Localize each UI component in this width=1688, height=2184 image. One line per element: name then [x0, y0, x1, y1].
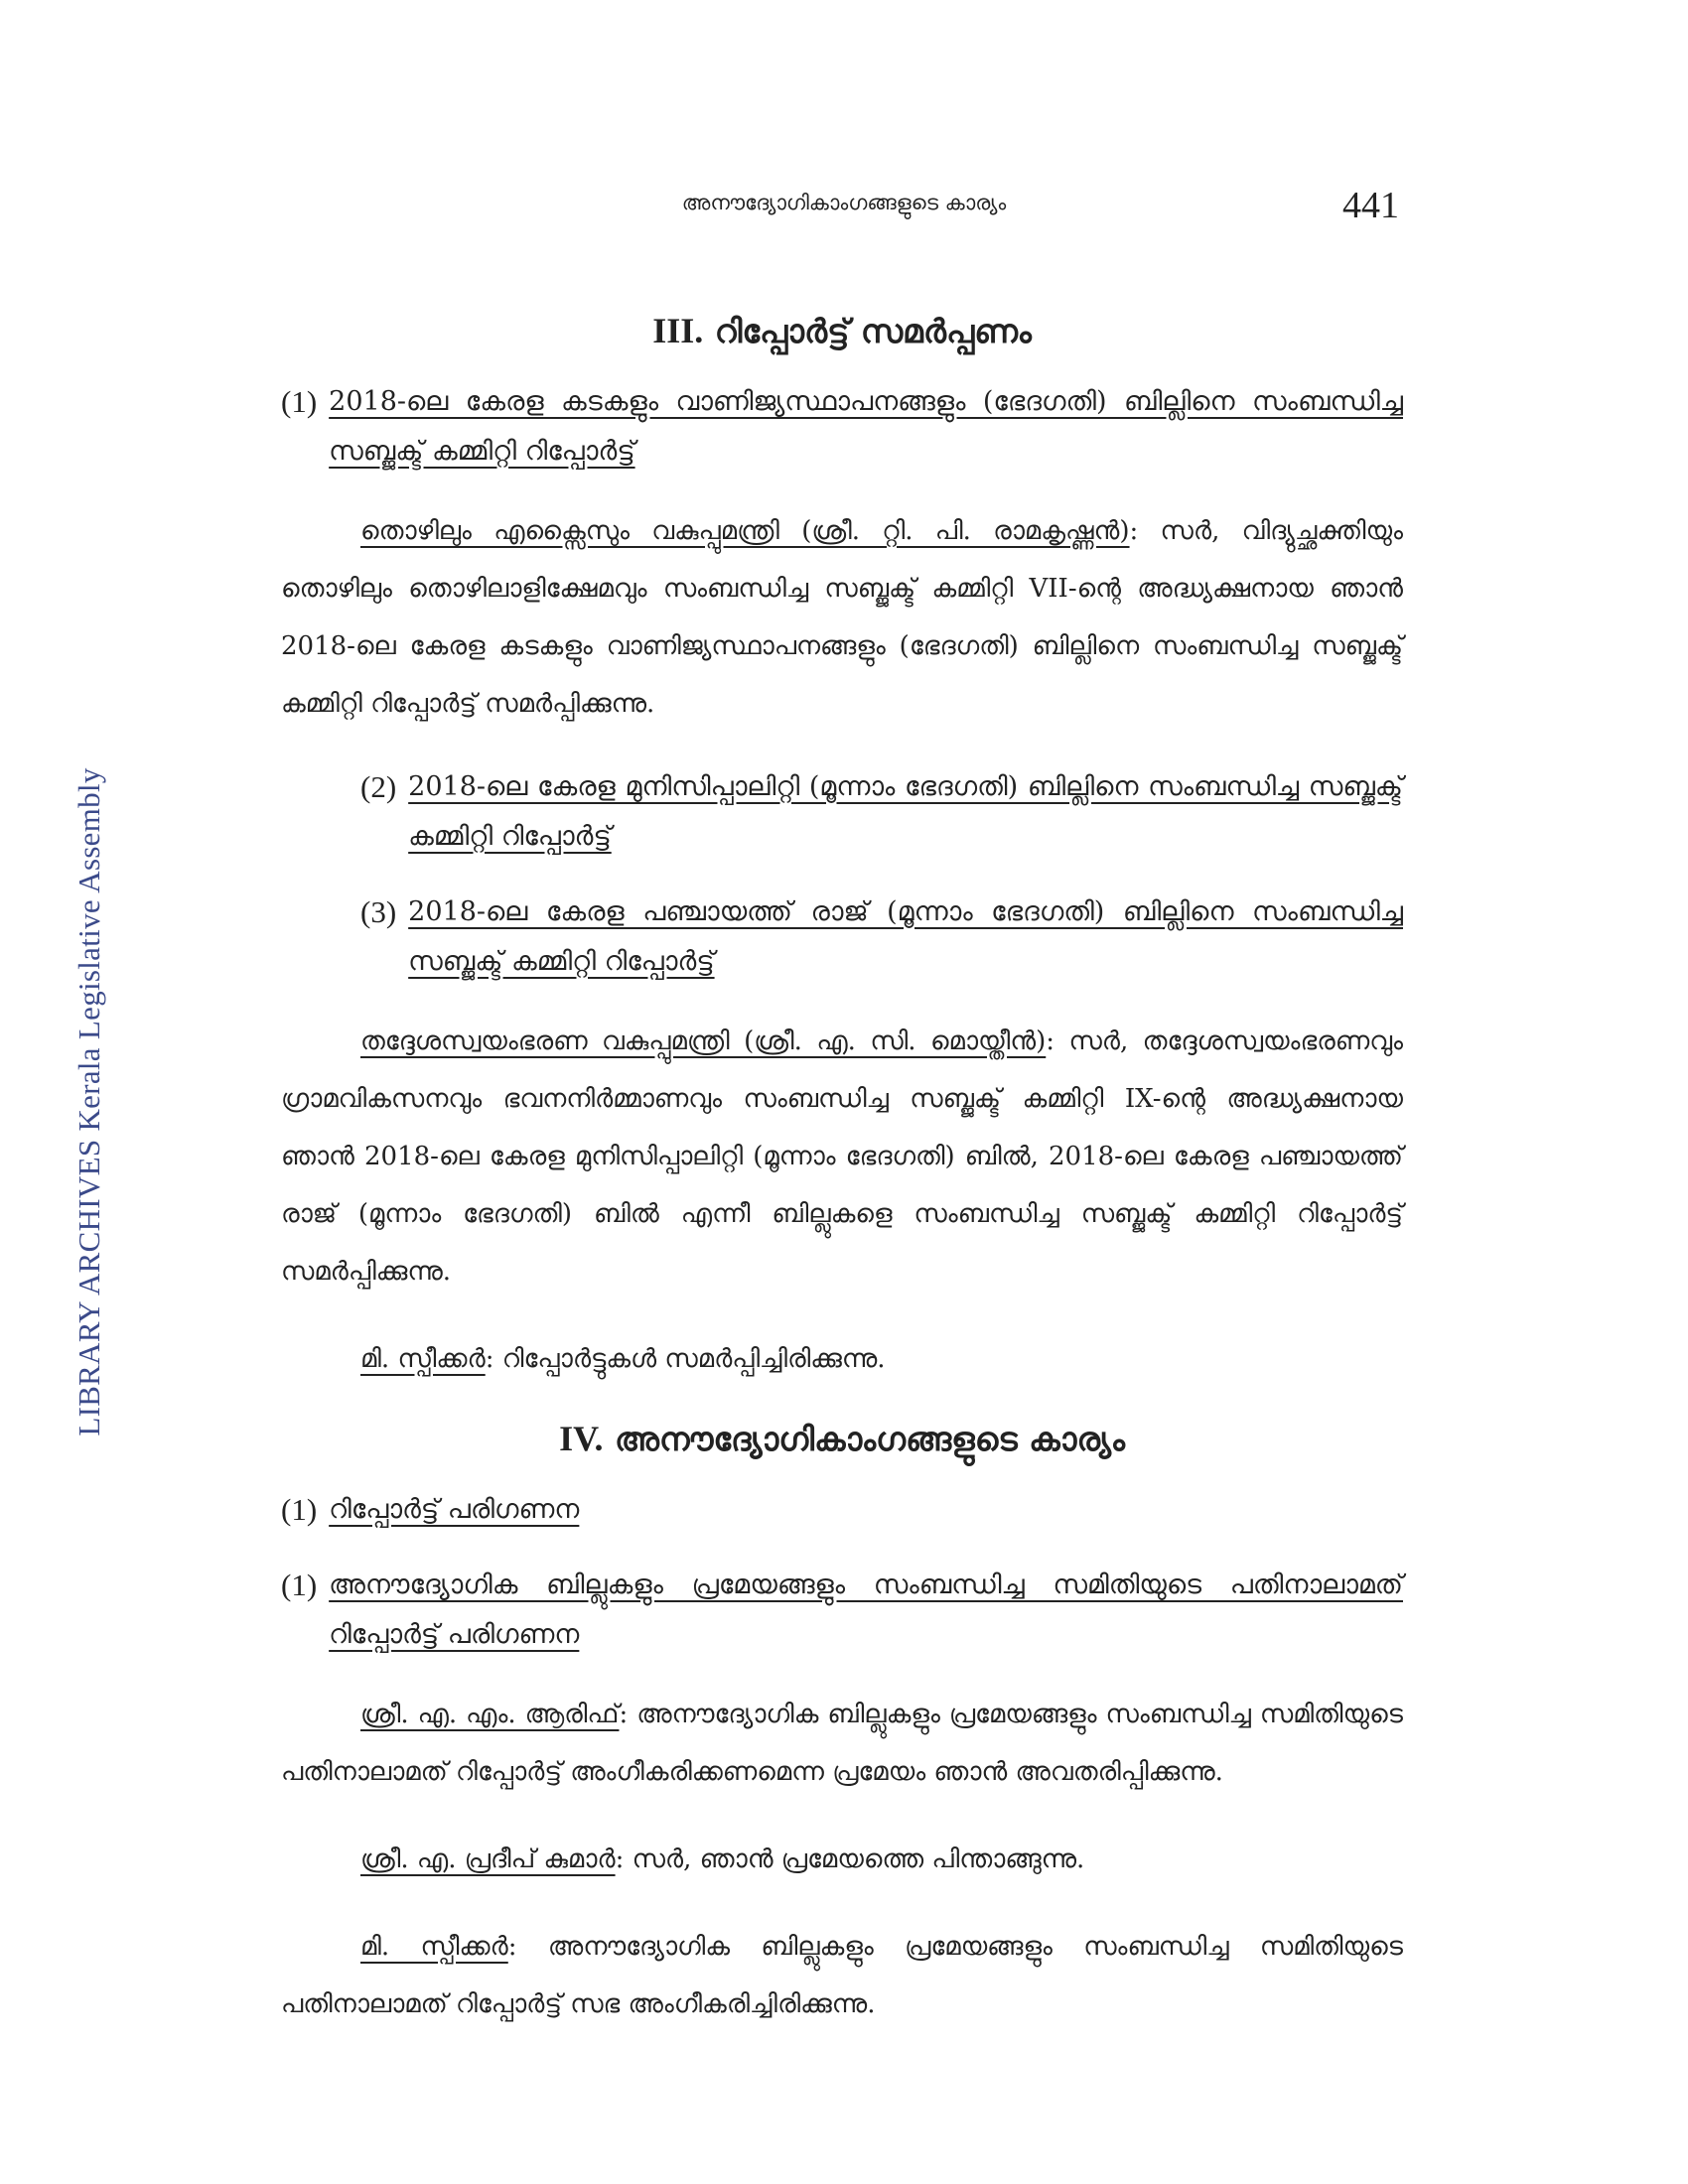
- speech-paragraph: [281, 1330, 1403, 1388]
- speaker-name: ശ്രീ. എ. പ്രദീപ് കുമാർ: [360, 1844, 616, 1874]
- speech-text: : അനൗദ്യോഗിക ബില്ലുകളും പ്രമേയങ്ങളും സംബന്ധിച്ച സമിതിയുടെ പതിനാലാമത് റിപ്പോർട്ട് അംഗീകരിക്കണമെന്ന പ്രമേയം ഞാൻ അവതരിപ്പിക്കുന്നു.: [281, 1700, 1403, 1787]
- agenda-item: [281, 762, 1403, 862]
- item-marker: (1): [281, 1492, 318, 1527]
- running-header: അനൗദ്യോഗികാംഗങ്ങളുടെ കാര്യം: [681, 191, 1007, 214]
- section-numeral: III.: [652, 311, 704, 350]
- section-title: റിപ്പോർട്ട് സമർപ്പണം: [714, 312, 1032, 350]
- speech-paragraph: [281, 1831, 1403, 1888]
- agenda-item: [281, 887, 1403, 987]
- section-numeral: IV.: [559, 1419, 604, 1458]
- speech-text: : അനൗദ്യോഗിക ബില്ലുകളും പ്രമേയങ്ങളും സംബന്ധിച്ച സമിതിയുടെ പതിനാലാമത് റിപ്പോർട്ട് സഭ അംഗീകരിച്ചിരിക്കുന്നു.: [281, 1932, 1403, 2019]
- speech-text: : സർ, തദ്ദേശസ്വയംഭരണവും ഗ്രാമവികസനവും ഭവനനിർമ്മാണവും സംബന്ധിച്ച സബ്ജക്ട് കമ്മിറ്റി IX-ന്റെ അദ്ധ്യക്ഷനായ ഞാൻ 2018-ലെ കേരള മുനിസിപ്പാലിറ്റി (മൂന്നാം ഭേദഗതി) ബിൽ, 2018-ലെ കേരള പഞ്ചായത്ത് രാജ് (മൂന്നാം ഭേദഗതി) ബിൽ എന്നീ ബില്ലുകളെ സംബന്ധിച്ച സബ്ജക്ട് കമ്മിറ്റി റിപ്പോർട്ട് സമർപ്പിക്കുന്നു.: [281, 1026, 1403, 1287]
- speaker-name: തദ്ദേശസ്വയംഭരണ വകുപ്പുമന്ത്രി (ശ്രീ. എ. സി. മൊയ്തീൻ): [360, 1026, 1047, 1056]
- agenda-item: [281, 377, 1403, 477]
- speech-text: : സർ, ഞാൻ പ്രമേയത്തെ പിന്താങ്ങുന്നു.: [615, 1844, 1085, 1874]
- item-title: റിപ്പോർട്ട് പരിഗണന: [329, 1494, 580, 1525]
- page-body: [281, 298, 1403, 2063]
- section-heading-4: [281, 1418, 1403, 1459]
- speaker-name: മി. സ്പീക്കർ: [360, 1932, 508, 1962]
- section-title: അനൗദ്യോഗികാംഗങ്ങളുടെ കാര്യം: [614, 1420, 1125, 1458]
- archive-watermark: LIBRARY ARCHIVES Kerala Legislative Assembly: [71, 767, 106, 1436]
- speaker-name: തൊഴിലും എക്സൈസും വകുപ്പുമന്ത്രി (ശ്രീ. റ്റി. പി. രാമകൃഷ്ണൻ): [360, 516, 1130, 546]
- speaker-name: ശ്രീ. എ. എം. ആരിഫ്: [360, 1700, 620, 1729]
- speech-text: : റിപ്പോർട്ടുകൾ സമർപ്പിച്ചിരിക്കുന്നു.: [485, 1344, 886, 1374]
- speech-paragraph: [281, 502, 1403, 733]
- item-title: 2018-ലെ കേരള മുനിസിപ്പാലിറ്റി (മൂന്നാം ഭേദഗതി) ബില്ലിനെ സംബന്ധിച്ച സബ്ജക്ട് കമ്മിറ്റി റിപ്പോർട്ട്: [408, 771, 1403, 852]
- item-title: 2018-ലെ കേരള പഞ്ചായത്ത് രാജ് (മൂന്നാം ഭേദഗതി) ബില്ലിനെ സംബന്ധിച്ച സബ്ജക്ട് കമ്മിറ്റി റിപ്പോർട്ട്: [408, 896, 1403, 977]
- page-number: 441: [1342, 185, 1399, 226]
- item-marker: (1): [281, 384, 318, 419]
- item-title: അനൗദ്യോഗിക ബില്ലുകളും പ്രമേയങ്ങളും സംബന്ധിച്ച സമിതിയുടെ പതിനാലാമത് റിപ്പോർട്ട് പരിഗണന: [329, 1570, 1403, 1650]
- speech-text: : സർ, വിദ്യുച്ഛക്തിയും തൊഴിലും തൊഴിലാളിക്ഷേമവും സംബന്ധിച്ച സബ്ജക്ട് കമ്മിറ്റി VII-ന്റെ അദ്ധ്യക്ഷനായ ഞാൻ 2018-ലെ കേരള കടകളും വാണിജ്യസ്ഥാപനങ്ങളും (ഭേദഗതി) ബില്ലിനെ സംബന്ധിച്ച സബ്ജക്ട് കമ്മിറ്റി റിപ്പോർട്ട് സമർപ്പിക്കുന്നു.: [281, 516, 1403, 719]
- speech-paragraph: [281, 1686, 1403, 1801]
- item-marker: (3): [360, 894, 397, 929]
- item-title: 2018-ലെ കേരള കടകളും വാണിജ്യസ്ഥാപനങ്ങളും (ഭേദഗതി) ബില്ലിനെ സംബന്ധിച്ച സബ്ജക്ട് കമ്മിറ്റി റിപ്പോർട്ട്: [329, 386, 1403, 467]
- speech-paragraph: [281, 1918, 1403, 2033]
- item-marker: (2): [360, 769, 397, 804]
- speech-paragraph: [281, 1013, 1403, 1300]
- speaker-name: മി. സ്പീക്കർ: [360, 1344, 486, 1374]
- agenda-item: [281, 1561, 1403, 1660]
- agenda-item: [281, 1485, 1403, 1535]
- section-heading-3: [281, 310, 1403, 351]
- item-marker: (1): [281, 1568, 318, 1602]
